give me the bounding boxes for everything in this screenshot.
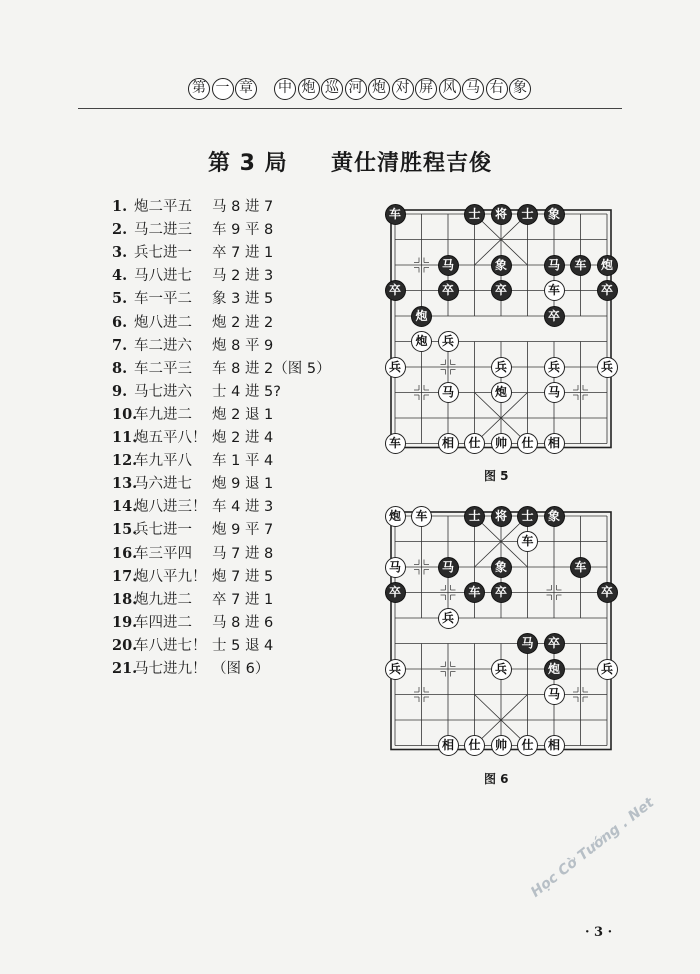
- black-move: 马 8 进 7: [212, 199, 274, 215]
- red-piece: 炮: [411, 331, 432, 352]
- red-piece: 相: [438, 735, 459, 756]
- red-piece: 兵: [491, 659, 512, 680]
- move-number: 8.: [112, 359, 128, 377]
- black-piece: 卒: [385, 280, 406, 301]
- black-move: 马 8 进 6: [212, 614, 274, 631]
- red-move: 马七进九！: [134, 661, 207, 677]
- black-piece: 炮: [597, 255, 618, 276]
- black-piece: 象: [544, 204, 565, 225]
- red-piece: 仕: [464, 433, 485, 454]
- black-piece: 卒: [597, 582, 618, 603]
- red-piece: 兵: [438, 608, 459, 629]
- red-move: 炮八进二: [134, 314, 192, 331]
- black-piece: 车: [570, 255, 591, 276]
- red-piece: 车: [517, 531, 538, 552]
- move-row: [112, 380, 281, 402]
- black-piece: 车: [385, 204, 406, 225]
- chapter-char: 章: [235, 78, 257, 100]
- black-move: 士 4 进 5?: [212, 383, 281, 400]
- red-move: 车一平二: [134, 291, 192, 308]
- black-move: 炮 2 进 2: [212, 314, 274, 331]
- move-row: [112, 426, 273, 448]
- red-move: 炮五平八！: [134, 430, 207, 446]
- red-piece: 炮: [491, 382, 512, 403]
- red-piece: 仕: [464, 735, 485, 756]
- black-piece: 象: [491, 557, 512, 578]
- red-piece: 车: [544, 280, 565, 301]
- black-move: 炮 7 进 5: [212, 568, 274, 585]
- red-piece: 兵: [385, 357, 406, 378]
- black-piece: 马: [438, 557, 459, 578]
- red-move: 马六进七: [134, 476, 192, 493]
- black-piece: 士: [517, 204, 538, 225]
- black-piece: 卒: [544, 633, 565, 654]
- black-move: 车 8 进 2（图 5）: [212, 360, 331, 377]
- red-move: 车九进二: [134, 406, 192, 423]
- black-piece: 将: [491, 204, 512, 225]
- red-piece: 马: [544, 382, 565, 403]
- red-piece: 相: [438, 433, 459, 454]
- red-move: 兵七进一: [134, 245, 192, 262]
- black-move: 炮 9 退 1: [212, 476, 274, 493]
- move-row: [112, 241, 273, 263]
- red-piece: 车: [385, 433, 406, 454]
- red-move: 马七进六: [134, 383, 192, 400]
- red-piece: 帅: [491, 735, 512, 756]
- move-row: [112, 357, 331, 379]
- title-char: 风: [439, 78, 461, 100]
- red-move: 炮八进三！: [134, 499, 207, 516]
- black-move: 车 9 平 8: [212, 222, 274, 239]
- title-char: 巡: [321, 78, 343, 100]
- red-move: 车四进二: [134, 614, 192, 631]
- title-char: 象: [509, 78, 531, 100]
- move-number: 10.: [112, 405, 138, 423]
- red-piece: 帅: [491, 433, 512, 454]
- title-char: 右: [486, 78, 508, 100]
- title-char: 对: [392, 78, 414, 100]
- board-diagram-6: [373, 503, 613, 763]
- black-move: （图 6）: [212, 661, 270, 677]
- black-move: 卒 7 进 1: [212, 245, 274, 262]
- title-char: 河: [345, 78, 367, 100]
- black-piece: 卒: [491, 280, 512, 301]
- move-number: 6.: [112, 313, 128, 331]
- move-row: [112, 264, 273, 286]
- red-move: 车二平三: [134, 360, 192, 377]
- move-number: 3.: [112, 244, 128, 262]
- board-caption-6: 图 6: [484, 772, 509, 786]
- red-piece: 马: [385, 557, 406, 578]
- red-piece: 兵: [491, 357, 512, 378]
- chapter-char: 一: [212, 78, 234, 100]
- black-move: 马 2 进 3: [212, 268, 274, 285]
- black-move: 炮 9 平 7: [212, 522, 274, 539]
- move-row: [112, 195, 273, 217]
- red-move: 马二进三: [134, 222, 192, 239]
- game-players: 黄仕清胜程吉俊: [330, 151, 492, 176]
- red-piece: 仕: [517, 735, 538, 756]
- black-move: 马 7 进 8: [212, 545, 274, 562]
- black-piece: 卒: [597, 280, 618, 301]
- move-row: [112, 518, 273, 540]
- move-number: 12.: [112, 452, 138, 470]
- move-row: [112, 495, 273, 517]
- red-piece: 相: [544, 433, 565, 454]
- black-move: 车 4 进 3: [212, 499, 274, 516]
- move-number: 19.: [112, 613, 138, 631]
- black-move: 车 1 平 4: [212, 453, 274, 470]
- move-number: 20.: [112, 636, 138, 654]
- black-piece: 马: [438, 255, 459, 276]
- red-move: 车八进七！: [134, 637, 207, 654]
- black-piece: 象: [491, 255, 512, 276]
- title-char: 炮: [368, 78, 390, 100]
- board-diagram-5: [373, 201, 613, 461]
- game-title: [0, 146, 700, 177]
- move-number: 4.: [112, 267, 128, 285]
- move-number: 18.: [112, 590, 138, 608]
- red-piece: 马: [544, 684, 565, 705]
- page-number: · 3 ·: [585, 925, 613, 940]
- move-number: 14.: [112, 498, 138, 516]
- move-number: 15.: [112, 521, 138, 539]
- red-piece: 相: [544, 735, 565, 756]
- title-char: 屏: [415, 78, 437, 100]
- red-piece: 马: [438, 382, 459, 403]
- move-row: [112, 403, 273, 425]
- red-piece: 兵: [544, 357, 565, 378]
- black-move: 炮 2 退 1: [212, 406, 274, 423]
- move-number: 2.: [112, 221, 128, 239]
- move-number: 9.: [112, 382, 128, 400]
- red-move: 马八进七: [134, 268, 192, 285]
- black-piece: 车: [570, 557, 591, 578]
- move-number: 21.: [112, 660, 138, 677]
- black-move: 象 3 进 5: [212, 291, 274, 308]
- game-number: 第 3 局: [208, 151, 288, 176]
- move-row: [112, 542, 273, 564]
- board-grid: [373, 201, 613, 461]
- move-row: [112, 287, 273, 309]
- move-number: 17.: [112, 567, 138, 585]
- red-move: 兵七进一: [134, 522, 192, 539]
- black-move: 卒 7 进 1: [212, 591, 274, 608]
- black-piece: 象: [544, 506, 565, 527]
- red-piece: 兵: [597, 357, 618, 378]
- move-number: 1.: [112, 198, 128, 215]
- black-piece: 炮: [411, 306, 432, 327]
- red-piece: 兵: [597, 659, 618, 680]
- red-move: 车三平四: [134, 545, 192, 562]
- black-piece: 士: [464, 506, 485, 527]
- move-row: [112, 334, 273, 356]
- red-piece: 车: [411, 506, 432, 527]
- move-row: [112, 218, 273, 240]
- title-char: 中: [274, 78, 296, 100]
- black-piece: 卒: [491, 582, 512, 603]
- title-char: 炮: [298, 78, 320, 100]
- move-row: [112, 588, 273, 610]
- red-move: 炮二平五: [134, 199, 192, 215]
- move-row: [112, 311, 273, 333]
- watermark: Học Cờ Tướng . Net: [528, 794, 658, 901]
- move-row: [112, 657, 269, 679]
- black-piece: 马: [544, 255, 565, 276]
- black-piece: 士: [517, 506, 538, 527]
- black-piece: 将: [491, 506, 512, 527]
- move-row: [112, 565, 273, 587]
- chapter-header: [0, 78, 700, 104]
- move-number: 16.: [112, 544, 138, 562]
- header-rule: [78, 108, 622, 109]
- black-move: 炮 8 平 9: [212, 337, 274, 354]
- move-row: [112, 449, 273, 471]
- black-piece: 士: [464, 204, 485, 225]
- title-char: 马: [462, 78, 484, 100]
- move-row: [112, 611, 273, 633]
- chapter-char: 第: [188, 78, 210, 100]
- black-move: 士 5 退 4: [212, 637, 274, 654]
- black-piece: 马: [517, 633, 538, 654]
- red-piece: 仕: [517, 433, 538, 454]
- red-move: 车二进六: [134, 337, 192, 354]
- red-piece: 兵: [385, 659, 406, 680]
- red-move: 炮八平九！: [134, 568, 207, 585]
- black-piece: 卒: [385, 582, 406, 603]
- move-number: 13.: [112, 475, 138, 493]
- move-number: 11.: [112, 429, 138, 446]
- move-row: [112, 634, 273, 656]
- black-move: 炮 2 进 4: [212, 430, 274, 446]
- black-piece: 卒: [438, 280, 459, 301]
- black-piece: 卒: [544, 306, 565, 327]
- red-move: 车九平八: [134, 453, 192, 470]
- red-piece: 炮: [385, 506, 406, 527]
- move-number: 5.: [112, 290, 128, 308]
- black-piece: 炮: [544, 659, 565, 680]
- red-move: 炮九进二: [134, 591, 192, 608]
- move-row: [112, 472, 273, 494]
- move-number: 7.: [112, 336, 128, 354]
- board-caption-5: 图 5: [484, 469, 509, 483]
- board-grid: [373, 503, 613, 763]
- red-piece: 兵: [438, 331, 459, 352]
- black-piece: 车: [464, 582, 485, 603]
